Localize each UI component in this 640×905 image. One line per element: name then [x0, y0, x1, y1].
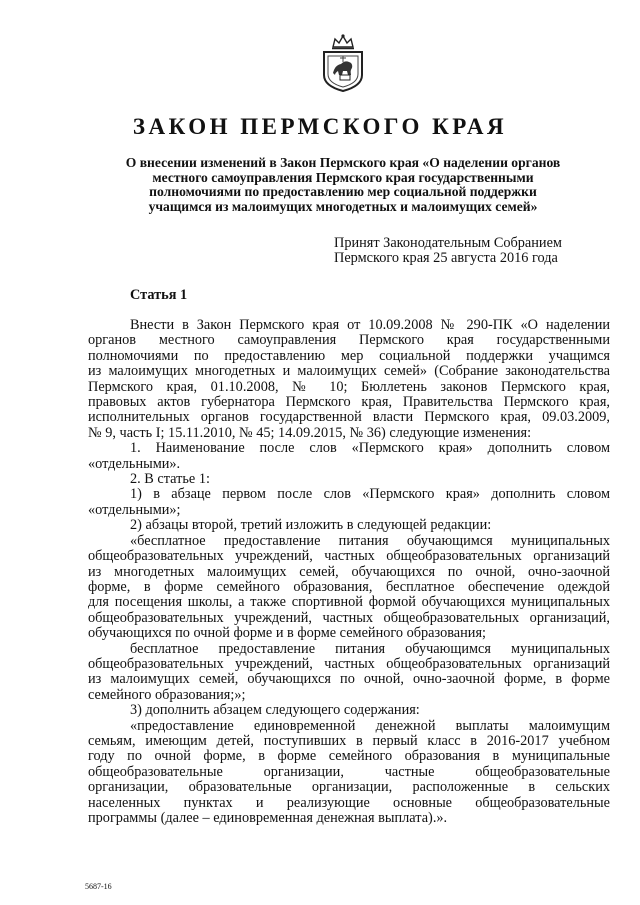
body-line: «отдельными»;	[88, 501, 181, 518]
body-line: органов местного самоуправления Пермского края государственными	[88, 332, 610, 349]
adoption-line: Пермского края 25 августа 2016 года	[334, 250, 558, 266]
subtitle-line: учащимся из малоимущих многодетных и малоимущих семей»	[148, 198, 538, 214]
body-line: исполнительных органов государственной власти Пермского края, 09.03.2009,	[88, 409, 610, 426]
body-line: 1. Наименование после слов «Пермского края» дополнить словом	[130, 440, 610, 457]
body-line: «бесплатное предоставление питания обучающимся муниципальных	[130, 532, 610, 549]
body-line: Внести в Закон Пермского края от 10.09.2008 № 290-ПК «О наделении	[130, 317, 610, 333]
subtitle-line: полномочиями по предоставлению мер социальной поддержки	[149, 184, 537, 200]
body-line: 3) дополнить абзацем следующего содержания:	[130, 702, 420, 719]
body-line: 2. В статье 1:	[130, 471, 210, 488]
body-line: семьям, имеющим детей, поступивших в первый класс в 2016-2017 учебном	[88, 732, 610, 749]
body-line: из малоимущих многодетных и малоимущих семей» (Собрание законодательства	[88, 363, 610, 380]
subtitle-line: местного самоуправления Пермского края государственными	[152, 169, 534, 185]
body-line: полномочиями по предоставлению мер социальной поддержки учащимся	[88, 347, 610, 364]
body-line: правовых актов губернатора Пермского края, Правительства Пермского края,	[88, 394, 610, 411]
body-line: семейного образования;»;	[88, 686, 246, 703]
law-title: ЗАКОН ПЕРМСКОГО КРАЯ	[132, 114, 508, 139]
adoption-note	[334, 236, 562, 266]
body-line: из многодетных малоимущих семей, обучающихся по очной, очно-заочной	[88, 563, 610, 580]
body-line: «отдельными».	[88, 455, 181, 472]
body-line: № 9, часть I; 15.11.2010, № 45; 14.09.2015, № 36) следующие изменения:	[88, 424, 532, 441]
adoption-line: Принят Законодательным Собранием	[334, 235, 562, 251]
body-line: общеобразовательные организации, частные общеобразовательные	[88, 763, 610, 780]
body-line: общеобразовательных учреждений, частных общеобразовательных организаций	[88, 548, 610, 565]
article-body	[88, 318, 610, 826]
body-line: бесплатное предоставление питания обучающимся муниципальных	[130, 640, 610, 657]
body-line: «предоставление единовременной денежной выплаты малоимущим	[130, 717, 610, 734]
body-line: обучающихся по очной форме и в форме семейного образования;	[88, 625, 487, 642]
body-line: году по очной форме, в форме семейного образования в муниципальные	[88, 748, 610, 765]
law-subtitle	[95, 156, 591, 214]
coat-of-arms-emblem	[319, 33, 367, 93]
body-line: организации, образовательные организации, расположенные в сельских	[88, 779, 610, 796]
document-code: 5687-16	[85, 882, 112, 891]
body-line: общеобразовательных учреждений, частных общеобразовательных организаций	[88, 655, 610, 672]
body-line: программы (далее – единовременная денежная выплата).».	[88, 810, 448, 826]
body-line: форме, в форме семейного образования, бесплатное обеспечение одеждой	[88, 578, 610, 595]
body-line: 2) абзацы второй, третий изложить в следующей редакции:	[130, 517, 492, 534]
body-line: из малоимущих семей, обучающихся по очной, очно-заочной форме, в форме	[88, 671, 610, 688]
body-line: 1) в абзаце первом после слов «Пермского края» дополнить словом	[130, 486, 610, 503]
subtitle-line: О внесении изменений в Закон Пермского края «О наделении органов	[125, 155, 561, 170]
body-line: общеобразовательных учреждений, частных общеобразовательных организаций,	[88, 609, 610, 626]
body-line: Пермского края, 01.10.2008, № 10; Бюллетень законов Пермского края,	[88, 378, 610, 395]
article-heading: Статья 1	[130, 287, 188, 303]
body-line: для посещения школы, а также спортивной формой обучающихся муниципальных	[88, 594, 610, 611]
body-line: населенных пунктах и реализующие основные общеобразовательные	[88, 794, 610, 811]
